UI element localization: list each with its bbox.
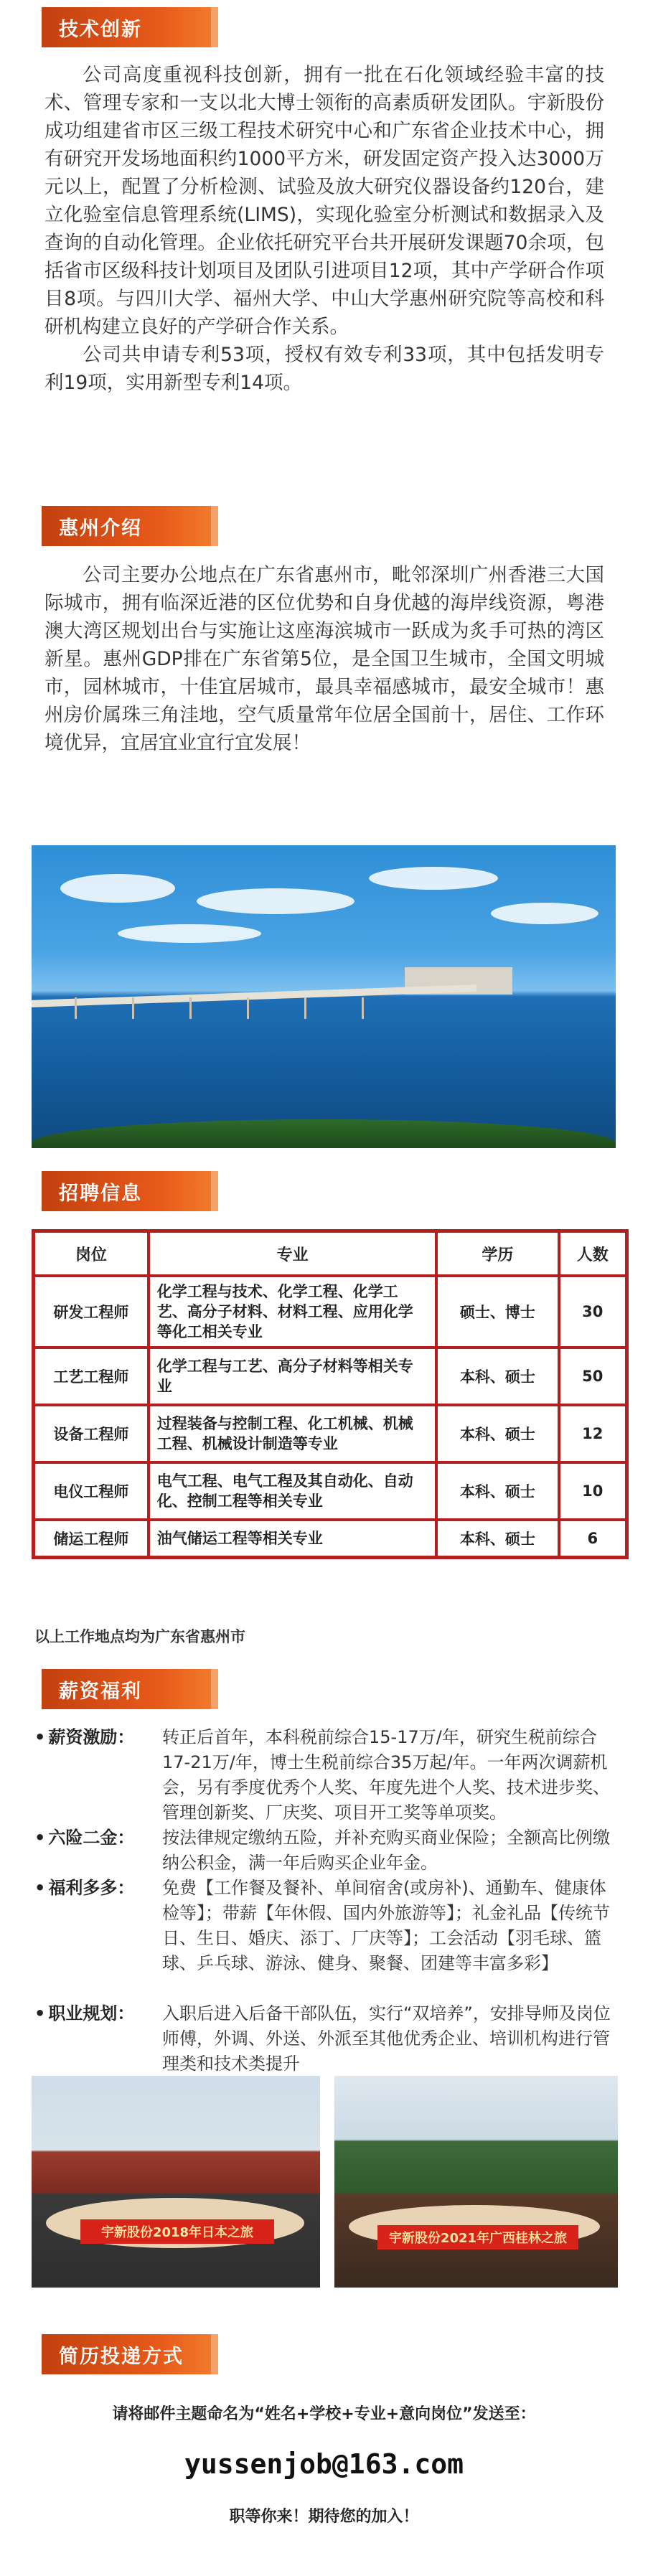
benefit-key: 六险二金：: [48, 1828, 135, 1848]
job-education: 硕士、博士: [436, 1276, 558, 1348]
japan-trip-banner: 宇新股份2018年日本之旅: [80, 2219, 274, 2244]
section-title-resume: 简历投递方式: [42, 2334, 211, 2374]
benefit-key: 职业规划：: [48, 2003, 135, 2023]
section-title-huizhou: 惠州介绍: [42, 506, 211, 546]
benefit-career: • 职业规划： 入职后进入后备干部队伍，实行“双培养”，安排导师及岗位师傅，外调、外送、外派至其他优秀企业、培训机构进行管理类和技术类提升: [34, 2001, 616, 2077]
job-major: 油气储运工程等相关专业: [149, 1520, 437, 1557]
job-education: 本科、硕士: [436, 1520, 558, 1557]
guilin-trip-photo: [334, 2076, 618, 2288]
resume-instruction: 请将邮件主题命名为“姓名+学校+专业+意向岗位”发送至：: [112, 2405, 536, 2423]
tech-paragraph-1: 公司高度重视科技创新，拥有一批在石化领域经验丰富的技术、管理专家和一支以北大博士领衔的高素质研发团队。宇新股份成功组建省市区三级工程技术研究中心和广东省企业技术中心，拥有研究开发场地面积约1000平方米，研发固定资产投入达3000万元以上，配置了分析检测、试验及放大研究仪器设备约120台，建立化验室信息管理系统(LIMS)，实现化验室分析测试和数据录入及查询的自动化管理。企业依托研究平台共开展研发课题70余项，包括省市区级科技计划项目及团队引进项目12项，其中产学研合作项目8项。与四川大学、福州大学、中山大学惠州研究院等高校和科研机构建立良好的产学研合作关系。: [44, 64, 604, 338]
job-position: 工艺工程师: [34, 1348, 149, 1405]
jobs-table: [32, 1229, 629, 1559]
table-row: [34, 1462, 626, 1520]
job-count: 30: [559, 1276, 627, 1348]
benefit-insurance: • 六险二金： 按法律规定缴纳五险，并补充购买商业保险；全额高比例缴纳公积金，满一年后购买企业年金。: [34, 1825, 616, 1876]
job-count: 6: [559, 1520, 627, 1557]
huizhou-paragraph: 公司主要办公地点在广东省惠州市，毗邻深圳广州香港三大国际城市，拥有临深近港的区位优势和自身优越的海岸线资源，粤港澳大湾区规划出台与实施让这座海滨城市一跃成为炙手可热的湾区新星。惠州GDP排在广东省第5位，是全国卫生城市，全国文明城市，园林城市，十佳宜居城市，最具幸福感城市，最安全城市！惠州房价属珠三角洼地，空气质量常年位居全国前十，居住、工作环境优异，宜居宜业宜行宜发展！: [44, 564, 604, 754]
tech-description: [44, 61, 604, 397]
table-header-row: [34, 1231, 626, 1276]
header-major: 专业: [149, 1231, 437, 1276]
section-title-tech: 技术创新: [42, 7, 211, 47]
benefit-welfare: • 福利多多： 免费【工作餐及餐补、单间宿舍(或房补)、通勤车、健康体检等】；带薪【年休假、国内外旅游等】；礼金礼品【传统节日、生日、婚庆、添丁、厂庆等】；工会活动【羽毛球、篮球、乒乓球、游泳、健身、聚餐、团建等丰富多彩】: [34, 1876, 616, 1976]
benefit-key: 福利多多：: [48, 1878, 135, 1898]
job-position: 电仪工程师: [34, 1462, 149, 1520]
huizhou-description: [44, 561, 604, 757]
header-count: 人数: [559, 1231, 627, 1276]
section-title-recruit: 招聘信息: [42, 1171, 211, 1211]
job-count: 50: [559, 1348, 627, 1405]
job-position: 研发工程师: [34, 1276, 149, 1348]
benefit-key: 薪资激励：: [48, 1727, 135, 1747]
closing-message: 职等你来！期待您的加入！: [229, 2508, 419, 2526]
job-position: 储运工程师: [34, 1520, 149, 1557]
work-location-note: 以上工作地点均为广东省惠州市: [34, 1628, 245, 1645]
table-row: [34, 1348, 626, 1405]
benefit-value: 按法律规定缴纳五险，并补充购买商业保险；全额高比例缴纳公积金，满一年后购买企业年金。: [162, 1828, 610, 1873]
job-count: 10: [559, 1462, 627, 1520]
job-major: 化学工程与工艺、高分子材料等相关专业: [149, 1348, 437, 1405]
guilin-trip-banner: 宇新股份2021年广西桂林之旅: [377, 2225, 578, 2250]
header-education: 学历: [436, 1231, 558, 1276]
job-major: 化学工程与技术、化学工程、化学工艺、高分子材料、材料工程、应用化学等化工相关专业: [149, 1276, 437, 1348]
job-education: 本科、硕士: [436, 1462, 558, 1520]
japan-trip-photo: [32, 2076, 320, 2288]
job-position: 设备工程师: [34, 1405, 149, 1462]
benefit-value: 转正后首年，本科税前综合15-17万/年，研究生税前综合17-21万/年，博士生税前综合35万起/年。一年两次调薪机会，另有季度优秀个人奖、年度先进个人奖、技术进步奖、管理创新奖、厂庆奖、项目开工奖等单项奖。: [162, 1727, 610, 1823]
benefit-salary: • 薪资激励： 转正后首年，本科税前综合15-17万/年，研究生税前综合17-21万/年，博士生税前综合35万起/年。一年两次调薪机会，另有季度优秀个人奖、年度先进个人奖、技术进步奖、管理创新奖、厂庆奖、项目开工奖等单项奖。: [34, 1725, 616, 1825]
job-education: 本科、硕士: [436, 1405, 558, 1462]
benefit-value: 免费【工作餐及餐补、单间宿舍(或房补)、通勤车、健康体检等】；带薪【年休假、国内外旅游等】；礼金礼品【传统节日、生日、婚庆、添丁、厂庆等】；工会活动【羽毛球、篮球、乒乓球、游泳、健身、聚餐、团建等丰富多彩】: [162, 1878, 610, 1973]
resume-email[interactable]: yussenjob@163.com: [184, 2448, 464, 2480]
benefit-value: 入职后进入后备干部队伍，实行“双培养”，安排导师及岗位师傅，外调、外送、外派至其他优秀企业、培训机构进行管理类和技术类提升: [162, 2003, 611, 2074]
tech-paragraph-2: 公司共申请专利53项，授权有效专利33项，其中包括发明专利19项，实用新型专利14项。: [44, 344, 604, 394]
job-count: 12: [559, 1405, 627, 1462]
section-title-benefits: 薪资福利: [42, 1669, 211, 1709]
job-major: 电气工程、电气工程及其自动化、自动化、控制工程等相关专业: [149, 1462, 437, 1520]
table-row: [34, 1520, 626, 1557]
table-row: [34, 1276, 626, 1348]
table-row: [34, 1405, 626, 1462]
job-education: 本科、硕士: [436, 1348, 558, 1405]
huizhou-bay-photo: [32, 845, 616, 1148]
header-position: 岗位: [34, 1231, 149, 1276]
job-major: 过程装备与控制工程、化工机械、机械工程、机械设计制造等专业: [149, 1405, 437, 1462]
